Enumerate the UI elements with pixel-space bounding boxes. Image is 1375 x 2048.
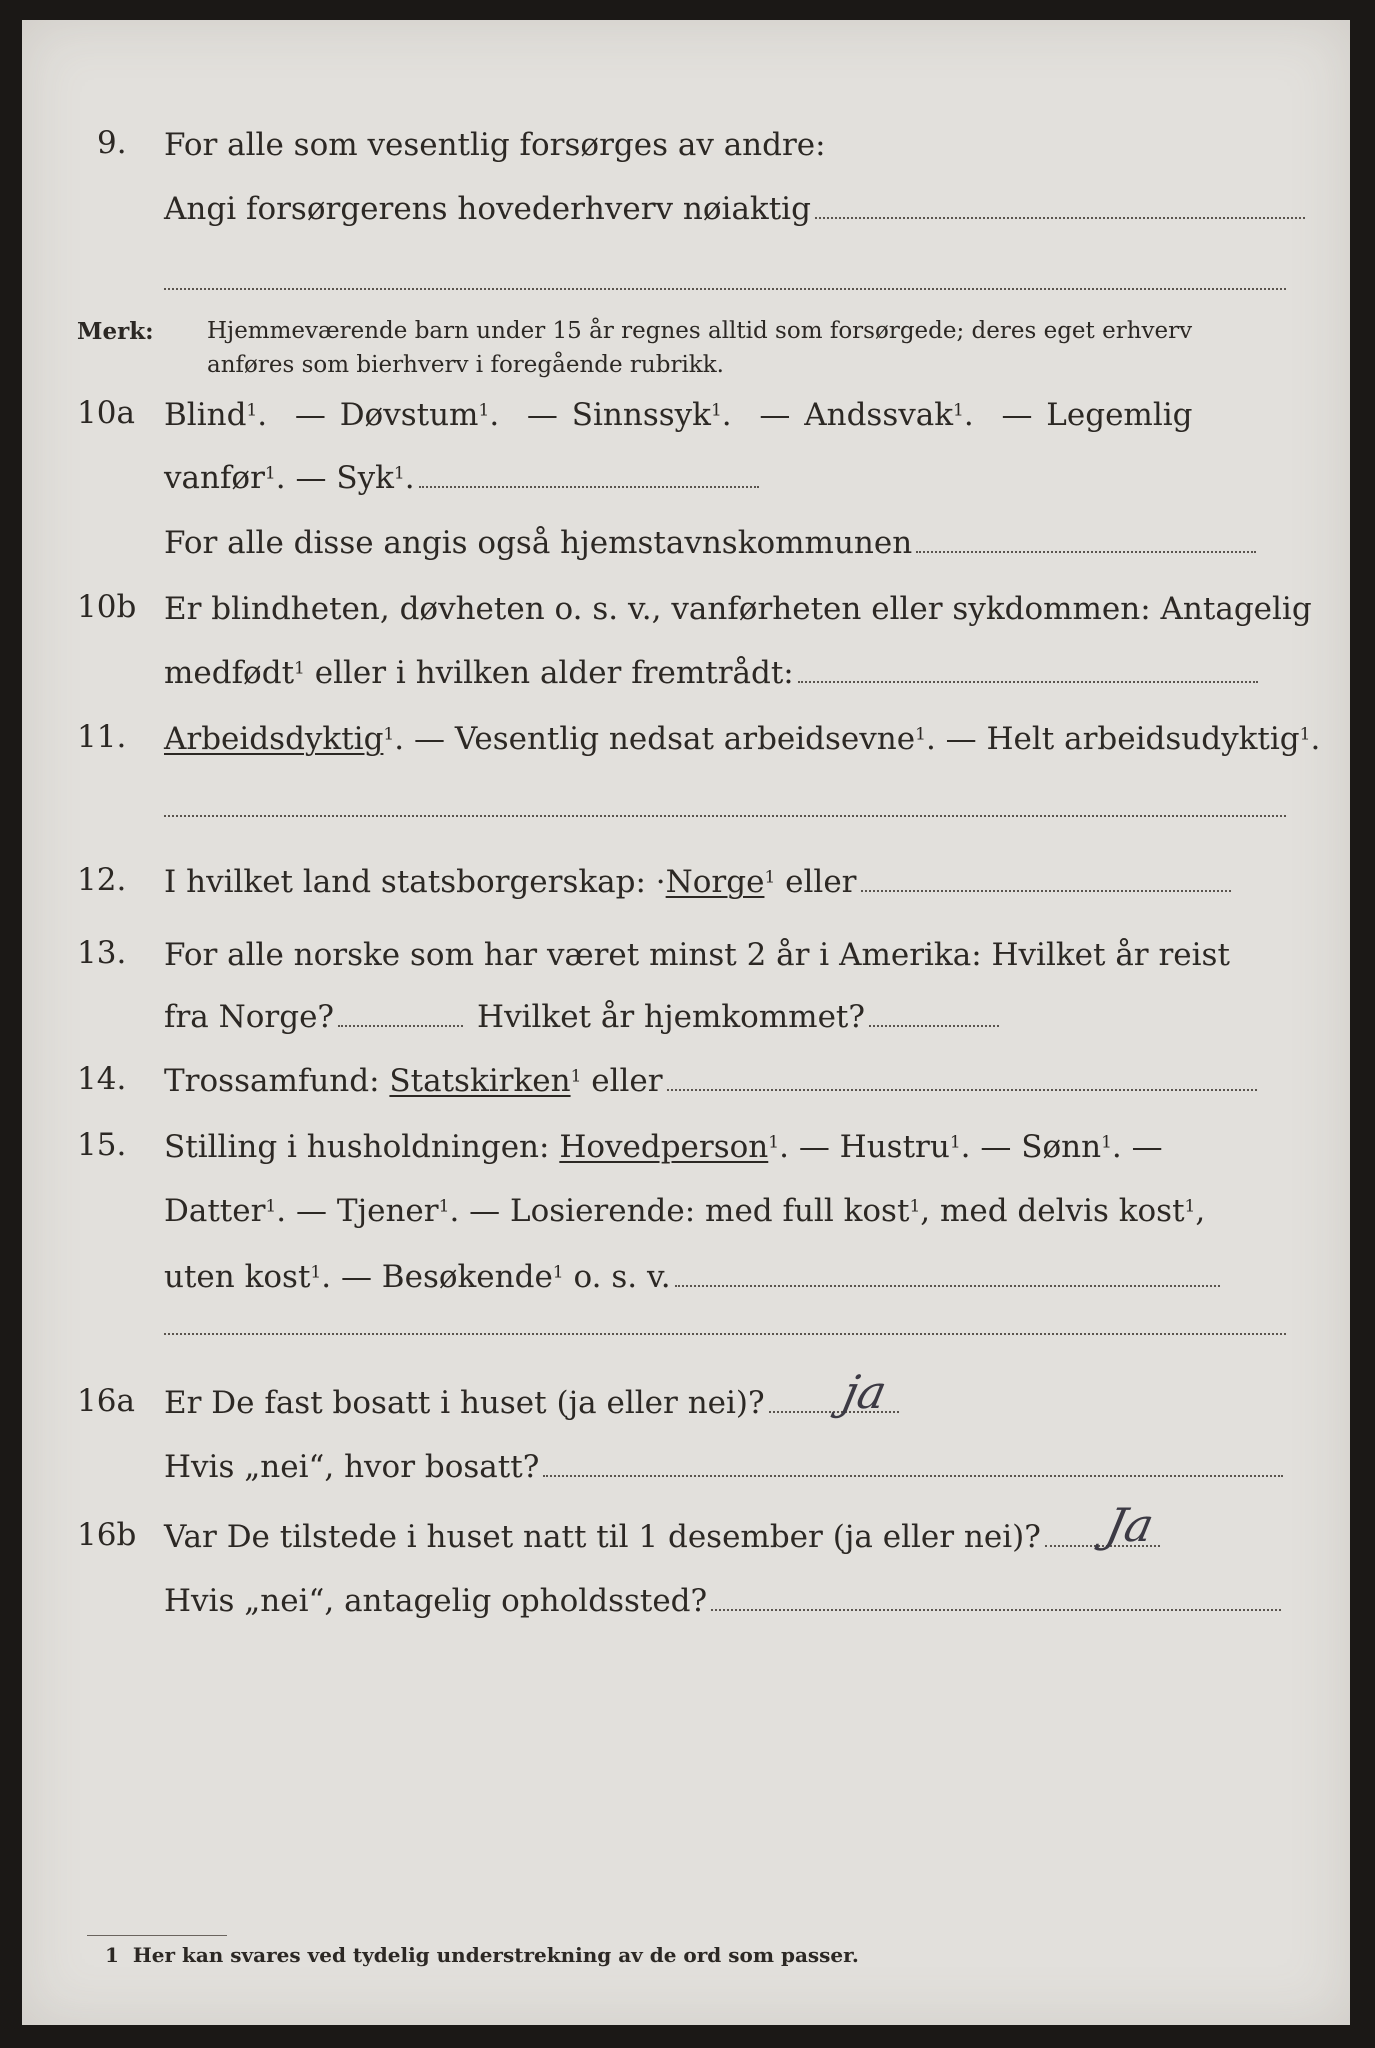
question-15-label: Stilling i husholdningen: <box>164 1129 560 1165</box>
question-10b-number: 10b <box>77 589 137 625</box>
option-syk[interactable]: — Syk <box>295 460 394 496</box>
question-14-number: 14. <box>77 1061 127 1097</box>
answer-line-9-extra[interactable] <box>164 288 1286 290</box>
footnote-mark: 1 <box>105 1943 119 1967</box>
handwritten-answer-16a: ja <box>838 1365 892 1419</box>
answer-line-13-hjemkommet[interactable] <box>869 1024 999 1027</box>
question-12-line1: I hvilket land statsborgerskap: ·Norge$^1$ eller <box>164 867 1231 898</box>
footnote-divider <box>87 1935 227 1936</box>
question-9-number: 9. <box>97 125 127 161</box>
option-besokende[interactable]: . — Besøkende <box>321 1259 553 1295</box>
question-10a-line1: Blind$^1$. — Døvstum$^1$. — Sinnssyk$^1$. — Andssvak$^1$. — Legemlig <box>164 397 1193 433</box>
option-tjener[interactable]: . — Tjener <box>276 1193 439 1229</box>
answer-line-13-reist[interactable] <box>338 1024 463 1027</box>
question-14-label: Trossamfund: <box>164 1063 390 1099</box>
question-16b-text: Var De tilstede i huset natt til 1 desember (ja eller nei)? <box>164 1519 1041 1555</box>
question-15-line1: Stilling i husholdningen: Hovedperson$^1$. — Hustru$^1$. — Sønn$^1$. — <box>164 1129 1163 1165</box>
question-10a-number: 10a <box>77 395 135 431</box>
question-16a-line2 <box>164 1449 1283 1485</box>
answer-line-12[interactable] <box>861 889 1231 892</box>
option-uten-kost[interactable]: uten kost <box>164 1259 311 1295</box>
question-16a-line2-text: Hvis „nei“, hvor bosatt? <box>164 1449 540 1485</box>
option-losierende[interactable]: . — Losierende <box>449 1193 685 1229</box>
question-13-hjem: Hvilket år hjemkommet? <box>477 999 866 1035</box>
question-12-number: 12. <box>77 862 127 898</box>
question-9-line2 <box>164 191 1305 227</box>
question-10b-line2: medfødt$^1$ eller i hvilken alder fremtrådt: <box>164 658 1258 689</box>
option-dovstum[interactable]: — Døvstum <box>294 397 479 433</box>
option-nedsat-arbeidsevne[interactable]: . — Vesentlig nedsat arbeidsevne <box>394 721 916 757</box>
answer-line-11[interactable] <box>164 815 1286 817</box>
option-sonn[interactable]: . — Sønn <box>960 1129 1102 1165</box>
question-10a-line3-text: For alle disse angis også hjemstavnskommunen <box>164 525 913 561</box>
handwritten-answer-16b: Ja <box>1101 1498 1159 1552</box>
answer-line-16a-bosatt[interactable] <box>543 1474 1283 1477</box>
question-9-line2-text: Angi forsørgerens hovederhverv nøiaktig <box>164 191 811 227</box>
question-12-text: I hvilket land statsborgerskap: · <box>164 864 666 900</box>
question-11-number: 11. <box>77 719 127 755</box>
option-full-kost[interactable]: : med full kost <box>684 1193 910 1229</box>
option-datter[interactable]: Datter <box>164 1193 266 1229</box>
question-9-line1: For alle som vesentlig forsørges av andre: <box>164 127 826 163</box>
question-10a-line3 <box>164 525 1256 561</box>
question-15-line3: uten kost$^1$. — Besøkende$^1$ o. s. v. <box>164 1262 1220 1293</box>
answer-line-10b[interactable] <box>798 680 1258 683</box>
answer-line-10a-kommune[interactable] <box>916 550 1256 553</box>
option-hovedperson[interactable]: Hovedperson <box>559 1129 769 1165</box>
question-15-line2: Datter$^1$. — Tjener$^1$. — Losierende: med full kost$^1$, med delvis kost$^1$, <box>164 1193 1206 1229</box>
answer-line-16b-sted[interactable] <box>711 1608 1281 1611</box>
question-13-line1: For alle norske som har været minst 2 år i Amerika: Hvilket år reist <box>164 937 1230 973</box>
answer-line-14[interactable] <box>667 1088 1257 1091</box>
answer-line-15[interactable] <box>675 1284 1220 1287</box>
question-16b-line2 <box>164 1583 1281 1619</box>
option-arbeidsudyktig[interactable]: . — Helt arbeidsudyktig <box>925 721 1300 757</box>
option-delvis-kost[interactable]: , med delvis kost <box>920 1193 1185 1229</box>
question-13-number: 13. <box>77 935 127 971</box>
merk-line1: Hjemmeværende barn under 15 år regnes alltid som forsørgede; deres eget erhverv <box>207 318 1193 344</box>
question-11-line1: Arbeidsdyktig$^1$. — Vesentlig nedsat arbeidsevne$^1$. — Helt arbeidsudyktig$^1$. <box>164 721 1321 757</box>
question-16a-line1 <box>164 1385 899 1421</box>
question-14-line1: Trossamfund: Statskirken$^1$ eller <box>164 1066 1257 1097</box>
question-16b-line1 <box>164 1519 1160 1555</box>
question-10b-line1: Er blindheten, døvheten o. s. v., vanførheten eller sykdommen: Antagelig <box>164 591 1312 627</box>
option-sinnssyk[interactable]: — Sinnssyk <box>526 397 711 433</box>
option-hustru[interactable]: . — Hustru <box>779 1129 950 1165</box>
option-andssvak[interactable]: — Andssvak <box>759 397 954 433</box>
option-statskirken[interactable]: Statskirken <box>389 1063 571 1099</box>
option-arbeidsdyktig[interactable]: Arbeidsdyktig <box>164 721 384 757</box>
question-10a-line2: vanfør$^1$. — Syk$^1$. <box>164 463 759 494</box>
option-medfodt[interactable]: medfødt <box>164 655 295 691</box>
question-13-fra: fra Norge? <box>164 999 335 1035</box>
footnote <box>105 1943 859 1967</box>
question-10b-line2-text: eller i hvilken alder fremtrådt: <box>304 655 794 691</box>
merk-line2: anføres som bierhverv i foregående rubrikk. <box>207 352 724 378</box>
question-13-line2 <box>164 999 999 1035</box>
option-legemlig[interactable]: — Legemlig <box>1001 397 1193 433</box>
answer-line-9[interactable] <box>815 216 1305 219</box>
option-vanfor[interactable]: vanfør <box>164 460 265 496</box>
option-norge[interactable]: Norge <box>665 864 765 900</box>
question-16a-number: 16a <box>77 1383 135 1419</box>
question-15-number: 15. <box>77 1127 127 1163</box>
question-16b-line2-text: Hvis „nei“, antagelig opholdssted? <box>164 1583 708 1619</box>
answer-line-15-extra[interactable] <box>164 1333 1286 1335</box>
census-form-page <box>22 20 1350 2025</box>
option-blind[interactable]: Blind <box>164 397 247 433</box>
merk-label: Merk: <box>77 318 154 345</box>
footnote-text: Her kan svares ved tydelig understrekning av de ord som passer. <box>132 1943 859 1967</box>
answer-line-10a-syk[interactable] <box>419 485 759 488</box>
question-16b-number: 16b <box>77 1517 137 1553</box>
question-16a-text: Er De fast bosatt i huset (ja eller nei)? <box>164 1385 765 1421</box>
